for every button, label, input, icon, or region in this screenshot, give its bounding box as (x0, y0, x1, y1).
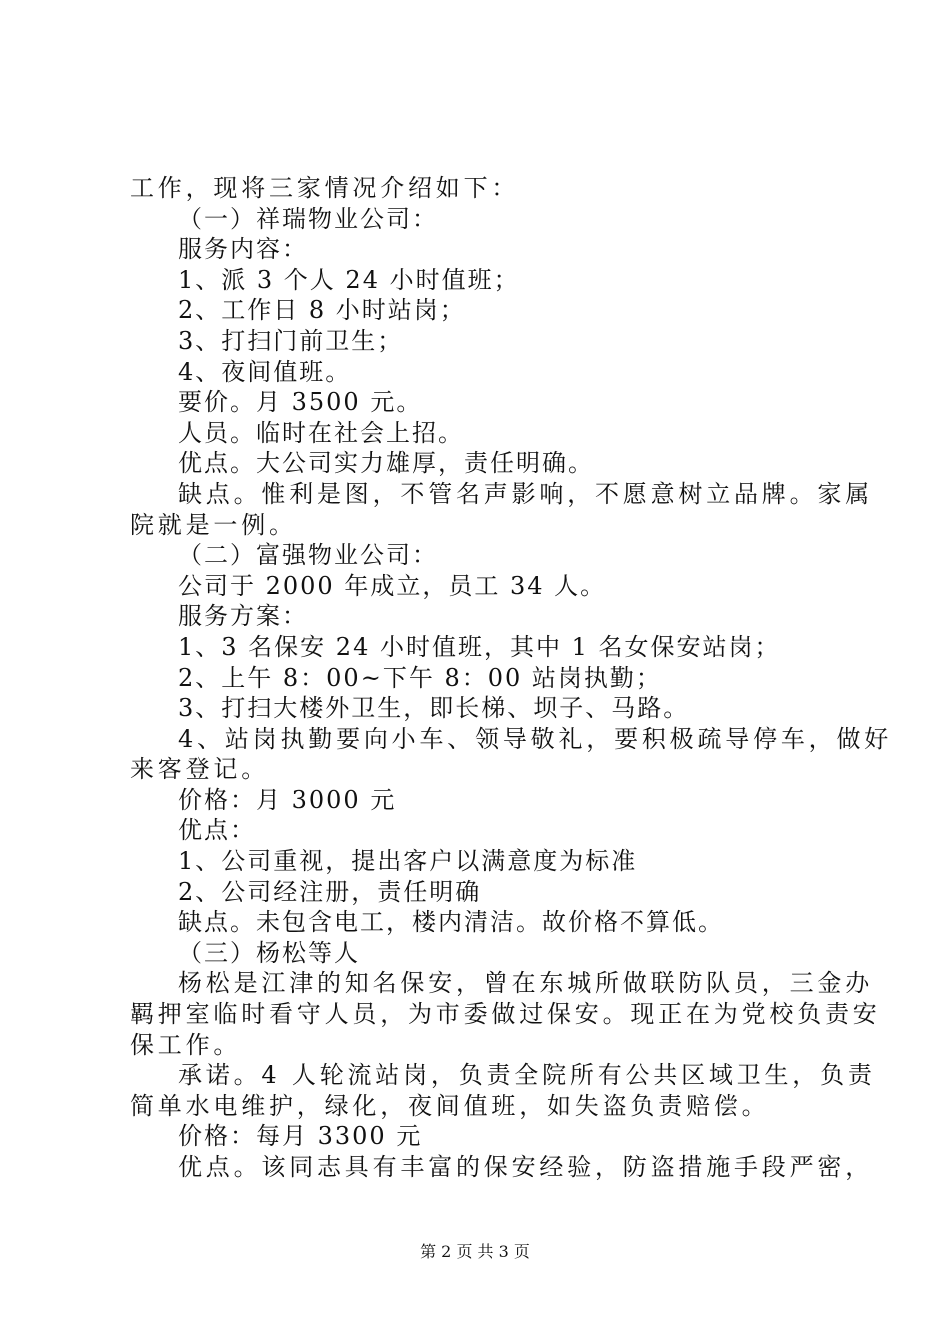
text-line: （一）祥瑞物业公司： (178, 204, 438, 233)
text-line: 优点。该同志具有丰富的保安经验，防盗措施手段严密， (178, 1153, 873, 1181)
text-line: 服务内容： (178, 235, 308, 264)
text-line: 1、公司重视，提出客户以满意度为标准 (178, 847, 638, 876)
text-line: 承诺。4 人轮流站岗，负责全院所有公共区域卫生，负责 (178, 1061, 876, 1090)
text-line: 价格：每月 3300 元 (178, 1122, 423, 1151)
text-line: 工作，现将三家情况介绍如下： (130, 174, 520, 202)
text-line: 优点。大公司实力雄厚，责任明确。 (178, 449, 594, 478)
text-line: 1、3 名保安 24 小时值班，其中 1 名女保安站岗； (178, 632, 781, 661)
text-line: 保工作。 (130, 1030, 242, 1059)
text-line: 缺点。未包含电工，楼内清洁。故价格不算低。 (178, 908, 724, 937)
text-line: 优点： (178, 816, 256, 845)
text-line: 2、工作日 8 小时站岗； (178, 296, 466, 325)
text-line: （三）杨松等人 (178, 938, 360, 967)
text-line: 院就是一例。 (130, 510, 297, 539)
text-line: 来客登记。 (130, 755, 269, 784)
text-line: 简单水电维护，绿化，夜间值班，如失盗负责赔偿。 (130, 1091, 770, 1120)
text-line: 3、打扫门前卫生； (178, 326, 404, 355)
text-line: 价格：月 3000 元 (178, 785, 397, 814)
text-line: 服务方案： (178, 602, 308, 631)
text-line: 4、站岗执勤要向小车、领导敬礼，要积极疏导停车，做好 (178, 724, 893, 753)
text-line: 羁押室临时看守人员，为市委做过保安。现正在为党校负责安 (130, 1000, 881, 1029)
text-line: 3、打扫大楼外卫生，即长梯、坝子、马路。 (178, 694, 690, 723)
page-footer: 第 2 页 共 3 页 (420, 1242, 530, 1261)
text-line: 2、上午 8：00~下午 8：00 站岗执勤； (178, 663, 662, 692)
text-line: 要价。月 3500 元。 (178, 388, 423, 417)
text-line: 杨松是江津的知名保安，曾在东城所做联防队员，三金办 (178, 969, 873, 998)
document-body (130, 173, 893, 1183)
text-line: 缺点。惟利是图，不管名声影响，不愿意树立品牌。家属 (178, 479, 873, 508)
text-line: 公司于 2000 年成立，员工 34 人。 (178, 571, 607, 600)
text-line: 人员。临时在社会上招。 (178, 418, 464, 447)
text-line: 1、派 3 个人 24 小时值班； (178, 265, 520, 294)
text-line: 4、夜间值班。 (178, 357, 352, 386)
text-line: （二）富强物业公司： (178, 541, 438, 570)
text-line: 2、公司经注册，责任明确 (178, 877, 482, 906)
